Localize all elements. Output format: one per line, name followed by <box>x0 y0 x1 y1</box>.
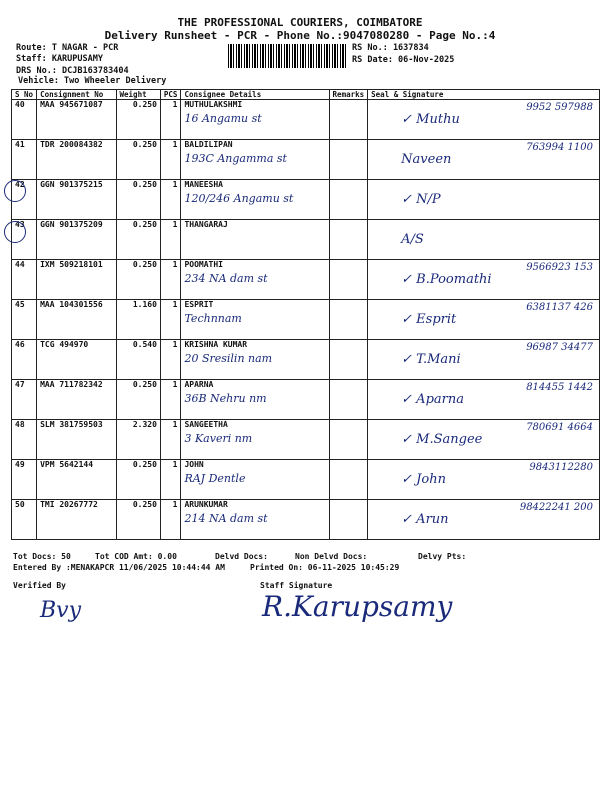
row-weight: 0.250 <box>116 140 160 180</box>
delvy-pts: Delvy Pts: <box>418 552 467 561</box>
row-consignment: GGN 901375215 <box>37 180 116 220</box>
row-consignee <box>181 460 329 500</box>
row-seal-signature <box>368 380 600 420</box>
verified-signature: Bvy <box>40 598 82 623</box>
consignee-name: SANGEETHA <box>184 420 228 429</box>
row-weight: 0.540 <box>116 340 160 380</box>
row-sno: 40 <box>12 100 37 140</box>
row-remarks <box>329 380 368 420</box>
printed-on: Printed On: 06-11-2025 10:45:29 <box>250 563 400 572</box>
receiver-signature: ✓ Esprit <box>401 312 457 327</box>
consignee-address: 193C Angamma st <box>184 152 287 165</box>
receiver-signature: ✓ T.Mani <box>401 352 461 367</box>
col-weight: Weight <box>116 90 160 100</box>
table-row <box>12 180 600 220</box>
row-remarks <box>329 420 368 460</box>
consignee-address: 36B Nehru nm <box>184 392 267 405</box>
row-remarks <box>329 500 368 540</box>
consignee-address: RAJ Dentle <box>184 472 246 485</box>
col-pcs: PCS <box>160 90 181 100</box>
row-consignee <box>181 100 329 140</box>
row-consignee <box>181 500 329 540</box>
row-pcs: 1 <box>160 100 181 140</box>
row-pcs: 1 <box>160 260 181 300</box>
receiver-phone: 98422241 200 <box>519 502 593 513</box>
receiver-signature: A/S <box>401 232 424 247</box>
non-delvd-docs: Non Delvd Docs: <box>295 552 368 561</box>
row-seal-signature <box>368 140 600 180</box>
consignee-name: BALDILIPAN <box>184 140 233 149</box>
consignee-name: APARNA <box>184 380 214 389</box>
receiver-phone: 780691 4664 <box>526 422 593 433</box>
handwritten-circle-42 <box>4 180 26 202</box>
col-consignment: Consignment No <box>37 90 116 100</box>
row-seal-signature <box>368 220 600 260</box>
row-sno: 42 <box>12 180 37 220</box>
receiver-phone: 9843112280 <box>529 462 593 473</box>
col-seal: Seal & Signature <box>368 90 600 100</box>
receiver-phone: 814455 1442 <box>526 382 593 393</box>
staff-signature: R.Karupsamy <box>262 590 453 623</box>
row-sno: 44 <box>12 260 37 300</box>
consignee-address: 234 NA dam st <box>184 272 268 285</box>
row-consignee <box>181 220 329 260</box>
row-sno: 41 <box>12 140 37 180</box>
col-consignee: Consignee Details <box>181 90 329 100</box>
table-row <box>12 420 600 460</box>
row-consignee <box>181 300 329 340</box>
consignee-name: KRISHNA KUMAR <box>184 340 248 349</box>
receiver-signature: ✓ Muthu <box>401 112 460 127</box>
row-pcs: 1 <box>160 300 181 340</box>
receiver-phone: 9566923 153 <box>526 262 593 273</box>
row-weight: 0.250 <box>116 460 160 500</box>
row-remarks <box>329 220 368 260</box>
receiver-signature: ✓ B.Poomathi <box>401 272 492 287</box>
consignee-name: POOMATHI <box>184 260 223 269</box>
row-consignment: VPM 5642144 <box>37 460 116 500</box>
row-consignee <box>181 180 329 220</box>
consignee-address: 214 NA dam st <box>184 512 268 525</box>
barcode <box>228 44 348 68</box>
row-consignment: MAA 711782342 <box>37 380 116 420</box>
table-row <box>12 340 600 380</box>
row-remarks <box>329 100 368 140</box>
drs-number: DRS No.: DCJB163783404 <box>16 66 129 76</box>
receiver-phone: 763994 1100 <box>526 142 593 153</box>
row-weight: 0.250 <box>116 500 160 540</box>
row-seal-signature <box>368 500 600 540</box>
table-row <box>12 300 600 340</box>
consignee-name: ARUNKUMAR <box>184 500 228 509</box>
consignee-name: ESPRIT <box>184 300 214 309</box>
table-row <box>12 100 600 140</box>
staff: Staff: KARUPUSAMY <box>16 54 103 64</box>
staff-signature-label: Staff Signature <box>260 581 333 590</box>
consignee-address: 20 Sresilin nam <box>184 352 273 365</box>
receiver-phone: 9952 597988 <box>526 102 593 113</box>
row-remarks <box>329 340 368 380</box>
consignee-name: JOHN <box>184 460 204 469</box>
tot-docs: Tot Docs: 50 <box>13 552 71 561</box>
rs-number: RS No.: 1637834 <box>352 43 429 53</box>
verified-by-label: Verified By <box>13 581 66 590</box>
row-consignee <box>181 260 329 300</box>
receiver-phone: 6381137 426 <box>526 302 593 313</box>
consignee-address: 3 Kaveri nm <box>184 432 253 445</box>
row-pcs: 1 <box>160 340 181 380</box>
table-row <box>12 460 600 500</box>
row-remarks <box>329 300 368 340</box>
company-title: THE PROFESSIONAL COURIERS, COIMBATORE <box>177 16 423 29</box>
consignee-address: 120/246 Angamu st <box>184 192 294 205</box>
row-consignment: SLM 381759503 <box>37 420 116 460</box>
row-pcs: 1 <box>160 460 181 500</box>
row-weight: 2.320 <box>116 420 160 460</box>
row-pcs: 1 <box>160 500 181 540</box>
row-sno: 48 <box>12 420 37 460</box>
row-weight: 0.250 <box>116 220 160 260</box>
receiver-signature: ✓ Aparna <box>401 392 464 407</box>
row-consignment: MAA 945671087 <box>37 100 116 140</box>
row-remarks <box>329 460 368 500</box>
row-consignment: TMI 20267772 <box>37 500 116 540</box>
receiver-signature: ✓ M.Sangee <box>401 432 483 447</box>
receiver-signature: ✓ N/P <box>401 192 441 207</box>
row-consignment: MAA 104301556 <box>37 300 116 340</box>
table-row <box>12 380 600 420</box>
row-sno: 47 <box>12 380 37 420</box>
row-pcs: 1 <box>160 380 181 420</box>
row-sno: 45 <box>12 300 37 340</box>
row-pcs: 1 <box>160 220 181 260</box>
row-seal-signature <box>368 340 600 380</box>
row-remarks <box>329 260 368 300</box>
tot-cod: Tot COD Amt: 0.00 <box>95 552 177 561</box>
table-row <box>12 140 600 180</box>
entered-by: Entered By :MENAKAPCR 11/06/2025 10:44:44 AM <box>13 563 225 572</box>
col-sno: S No <box>12 90 37 100</box>
row-consignment: TCG 494970 <box>37 340 116 380</box>
handwritten-circle-43 <box>4 221 26 243</box>
consignee-name: MANEESHA <box>184 180 223 189</box>
receiver-signature: Naveen <box>401 152 452 167</box>
row-weight: 0.250 <box>116 260 160 300</box>
row-consignment: TDR 200084382 <box>37 140 116 180</box>
row-weight: 0.250 <box>116 100 160 140</box>
consignee-address: Technnam <box>184 312 242 325</box>
row-seal-signature <box>368 180 600 220</box>
table-header <box>12 90 600 100</box>
row-seal-signature <box>368 260 600 300</box>
row-pcs: 1 <box>160 420 181 460</box>
row-sno: 49 <box>12 460 37 500</box>
consignee-name: MUTHULAKSHMI <box>184 100 243 109</box>
row-consignee <box>181 140 329 180</box>
row-consignee <box>181 340 329 380</box>
row-consignee <box>181 420 329 460</box>
consignee-name: THANGARAJ <box>184 220 228 229</box>
row-consignment: GGN 901375209 <box>37 220 116 260</box>
table-row <box>12 260 600 300</box>
delvd-docs: Delvd Docs: <box>215 552 268 561</box>
row-seal-signature <box>368 460 600 500</box>
row-weight: 1.160 <box>116 300 160 340</box>
receiver-phone: 96987 34477 <box>526 342 593 353</box>
route: Route: T NAGAR - PCR <box>16 43 119 53</box>
row-consignee <box>181 380 329 420</box>
row-seal-signature <box>368 100 600 140</box>
receiver-signature: ✓ John <box>401 472 446 487</box>
vehicle: Vehicle: Two Wheeler Delivery <box>18 76 167 86</box>
row-sno: 46 <box>12 340 37 380</box>
runsheet-subtitle: Delivery Runsheet - PCR - Phone No.:9047080280 - Page No.:4 <box>104 29 496 42</box>
consignee-address: 16 Angamu st <box>184 112 262 125</box>
row-weight: 0.250 <box>116 380 160 420</box>
row-pcs: 1 <box>160 140 181 180</box>
receiver-signature: ✓ Arun <box>401 512 449 527</box>
row-sno: 43 <box>12 220 37 260</box>
row-weight: 0.250 <box>116 180 160 220</box>
row-remarks <box>329 180 368 220</box>
row-remarks <box>329 140 368 180</box>
row-seal-signature <box>368 420 600 460</box>
runsheet-table <box>11 89 600 540</box>
row-pcs: 1 <box>160 180 181 220</box>
row-sno: 50 <box>12 500 37 540</box>
rs-date: RS Date: 06-Nov-2025 <box>352 55 455 65</box>
table-row <box>12 220 600 260</box>
row-consignment: IXM 509218101 <box>37 260 116 300</box>
table-row <box>12 500 600 540</box>
col-remarks: Remarks <box>329 90 368 100</box>
row-seal-signature <box>368 300 600 340</box>
